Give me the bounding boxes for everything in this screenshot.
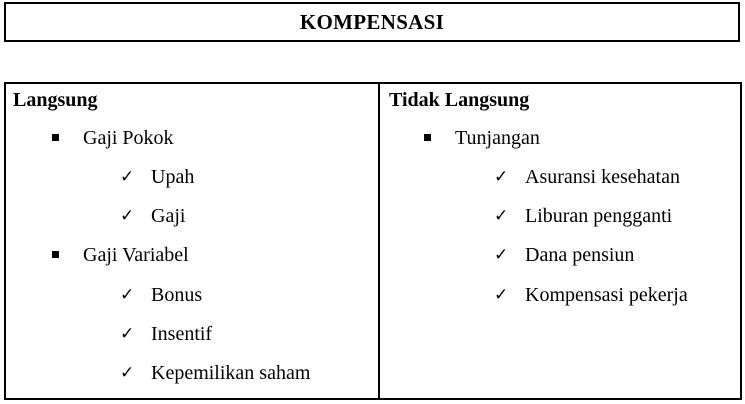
square-bullet-icon <box>52 251 59 258</box>
check-icon: ✓ <box>494 285 509 305</box>
list-item-label: Liburan pengganti <box>525 205 673 227</box>
check-icon: ✓ <box>120 285 135 305</box>
list-item-label: Dana pensiun <box>525 244 635 266</box>
square-bullet-icon <box>424 134 431 141</box>
list-item-label: Upah <box>151 166 195 188</box>
group-label: Tunjangan <box>455 127 540 149</box>
check-icon: ✓ <box>494 206 509 226</box>
title-box <box>4 2 740 42</box>
check-icon: ✓ <box>494 245 509 265</box>
list-item-label: Kepemilikan saham <box>151 362 311 384</box>
group-label: Gaji Pokok <box>83 127 174 149</box>
check-icon: ✓ <box>494 167 509 187</box>
group-label: Gaji Variabel <box>83 244 189 266</box>
square-bullet-icon <box>52 134 59 141</box>
compensation-table <box>4 82 742 400</box>
column-divider <box>378 84 380 398</box>
diagram-title: KOMPENSASI <box>299 9 445 34</box>
check-icon: ✓ <box>120 167 135 187</box>
list-item-label: Gaji <box>151 205 186 227</box>
list-item-label: Asuransi kesehatan <box>525 166 680 188</box>
list-item-label: Bonus <box>151 284 203 306</box>
check-icon: ✓ <box>120 206 135 226</box>
check-icon: ✓ <box>120 363 135 383</box>
list-item-label: Insentif <box>151 323 213 345</box>
column-heading-langsung: Langsung <box>13 89 98 111</box>
check-icon: ✓ <box>120 324 135 344</box>
column-heading-tidak-langsung: Tidak Langsung <box>389 89 530 111</box>
list-item-label: Kompensasi pekerja <box>525 284 688 306</box>
